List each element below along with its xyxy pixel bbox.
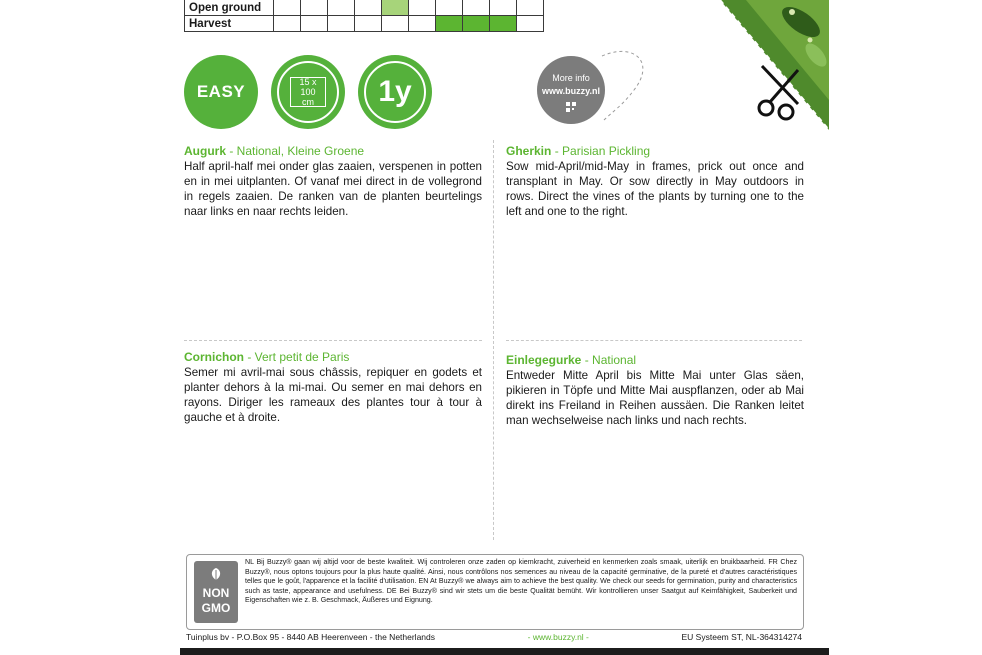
column-divider [493, 140, 494, 540]
variety-name: - Parisian Pickling [551, 144, 651, 158]
calendar-cell [328, 16, 355, 32]
calendar-cell-harvest [490, 16, 517, 32]
calendar-cell [517, 0, 544, 16]
calendar-cell [382, 16, 409, 32]
calendar-row-harvest [185, 16, 544, 32]
calendar-cell [490, 0, 517, 16]
description-text: Sow mid-April/mid-May in frames, prick out once and transplant in May. Or sow directly in May outdoors in rows. Direct the vines of the plants by turning one to the left and one to the right. [506, 160, 804, 218]
planting-calendar [184, 0, 544, 32]
description-title [184, 144, 482, 159]
product-name: Einlegegurke [506, 353, 582, 367]
spacing-badge [271, 55, 345, 129]
lifespan-badge [358, 55, 432, 129]
row-divider-right [506, 340, 802, 341]
cucumber-illustration [706, 0, 829, 130]
calendar-cell [355, 16, 382, 32]
description-title [506, 353, 804, 368]
calendar-cell [274, 0, 301, 16]
qr-code-icon [566, 102, 576, 112]
calendar-cell-sow [382, 0, 409, 16]
calendar-cell [463, 0, 490, 16]
calendar-row-label: Harvest [185, 16, 274, 32]
more-info-label: More info [552, 73, 590, 83]
description-german [506, 353, 804, 428]
calendar-cell [409, 0, 436, 16]
description-english [506, 144, 804, 219]
spacing-unit: cm [302, 97, 314, 107]
calendar-row-label: Open ground [185, 0, 274, 16]
description-title [506, 144, 804, 159]
calendar-cell [274, 16, 301, 32]
product-name: Cornichon [184, 350, 244, 364]
leaf-icon [209, 567, 223, 581]
calendar-cell [436, 0, 463, 16]
calendar-cell [328, 0, 355, 16]
calendar-cell [301, 0, 328, 16]
spacing-box [290, 77, 326, 107]
more-info-badge[interactable] [537, 56, 605, 124]
row-divider-left [184, 340, 482, 341]
non-gmo-line2: GMO [201, 601, 231, 615]
description-text: Entweder Mitte April bis Mitte Mai unter Glas säen, pikieren in Töpfe und Mitte Mai auspflanzen, oder ab Mai direkt ins Freiland in Reihen aussäen. Die Ranken leitet man wechselweise nach links und nach rechts. [506, 369, 804, 427]
calendar-cell [409, 16, 436, 32]
variety-name: - National [581, 353, 637, 367]
calendar-cell [517, 16, 544, 32]
non-gmo-line1: NON [202, 586, 230, 600]
calendar-cell-harvest [436, 16, 463, 32]
seed-packet-back [180, 0, 829, 655]
quality-statement-text: NL Bij Buzzy® gaan wij altijd voor de beste kwaliteit. Wij controleren onze zaden op kiemkracht, zuiverheid en kenmerken zoals smaak, uiterlijk en bruikbaarheid. FR Chez Buzzy®, nous optons toujours pour la plus haute qualité. Ainsi, nous contrôlons nos semences au niveau de la capacité germinative, de la pureté et d'autres caractéristiques telles que le goût, l'apparence et la facilité d'utilisation. EN At Buzzy® we always aim to achieve the best quality. We check our seeds for germination, purity and characteristics such as taste, appearance and usefulness. DE Bei Buzzy® sind wir stets um die beste Qualität bemüht. Wir kontrollieren unser Saatgut auf Keimfähigkeit, Sauberkeit und Eigenschaften wie z. B. Geschmack, Äußeres und Eignung. [245, 558, 797, 604]
description-text: Half april-half mei onder glas zaaien, verspenen in potten en in mei uitplanten. Of vanaf mei direct in de vollegrond in regels zaaien. De ranken van de planten beurtelings naar links en naar rechts leiden. [184, 160, 482, 218]
spacing-value: 15 x 100 [299, 77, 317, 97]
product-name: Augurk [184, 144, 226, 158]
website-link[interactable]: - www.buzzy.nl - [527, 632, 589, 642]
lifespan-label: 1y [378, 75, 412, 108]
description-french [184, 350, 482, 425]
calendar-row-open-ground [185, 0, 544, 16]
footer-line [186, 632, 802, 642]
variety-name: - Vert petit de Paris [244, 350, 350, 364]
bottom-bar [180, 648, 829, 655]
more-info-url[interactable]: www.buzzy.nl [542, 86, 600, 96]
company-address: Tuinplus bv - P.O.Box 95 - 8440 AB Heerenveen - the Netherlands [186, 632, 436, 642]
calendar-cell-harvest [463, 16, 490, 32]
non-gmo-badge [194, 561, 238, 623]
description-text: Semer mi avril-mai sous châssis, repiquer en godets et planter dehors à la mi-mai. Ou semer en mai dehors en rayons. Diriger les rameaux des plantes tour à tour à gauche et à droite. [184, 366, 482, 424]
product-name: Gherkin [506, 144, 552, 158]
calendar-cell [301, 16, 328, 32]
calendar-cell [355, 0, 382, 16]
description-title [184, 350, 482, 365]
variety-name: - National, Kleine Groene [226, 144, 365, 158]
difficulty-badge [184, 55, 258, 129]
difficulty-label: EASY [196, 82, 246, 101]
quality-statement-box [186, 554, 804, 630]
description-dutch [184, 144, 482, 219]
registration-number: EU Systeem ST, NL-364314274 [681, 632, 802, 642]
